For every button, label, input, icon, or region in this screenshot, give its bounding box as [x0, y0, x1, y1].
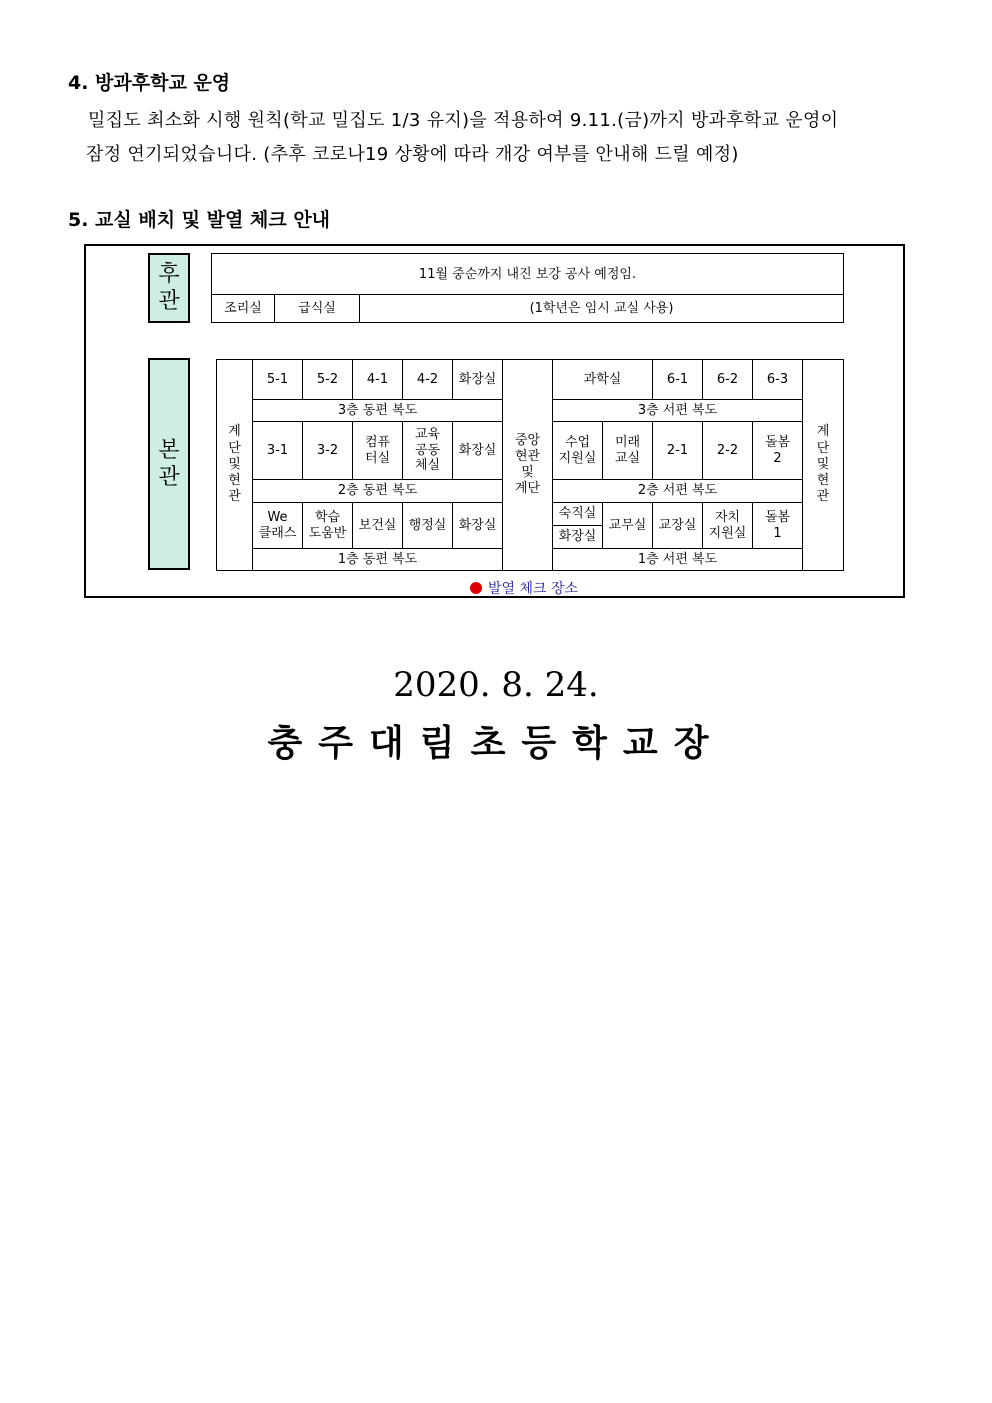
west-corridor-1f: 1층 서편 복도: [552, 548, 803, 571]
room-cell: 4-2: [402, 359, 453, 400]
room-cell: 숙직실: [552, 502, 603, 526]
section4-heading: 4. 방과후학교 운영: [68, 72, 231, 94]
east-corridor-2f: 2층 동편 복도: [252, 479, 503, 503]
room-cell: 돌봄 1: [752, 502, 803, 549]
room-cell: 2-2: [702, 421, 753, 480]
right-stair-entrance: 계 단 및 현 관: [802, 359, 844, 571]
east-corridor-1f: 1층 동편 복도: [252, 548, 503, 571]
room-cell: 6-3: [752, 359, 803, 400]
room-cell: 교육 공동 체실: [402, 421, 453, 480]
room-cell: 4-1: [352, 359, 403, 400]
restroom-cell: 화장실: [452, 359, 503, 400]
kitchen-room: 조리실: [211, 294, 275, 323]
rear-building-label: 후 관: [148, 253, 190, 323]
center-stair-entrance: 중앙 현관 및 계단: [502, 359, 553, 571]
legend: [470, 578, 578, 598]
room-cell: 6-1: [652, 359, 703, 400]
room-cell: 돌봄 2: [752, 421, 803, 480]
room-cell: 과학실: [552, 359, 653, 400]
room-cell: 미래 교실: [602, 421, 653, 480]
cafeteria-room: 급식실: [274, 294, 360, 323]
rear-temp-note: (1학년은 임시 교실 사용): [359, 294, 844, 323]
room-cell: 5-2: [302, 359, 353, 400]
restroom-cell: 화장실: [552, 525, 603, 549]
room-cell: 컴퓨 터실: [352, 421, 403, 480]
room-cell: 보건실: [352, 502, 403, 549]
section4-line2: 잠정 연기되었습니다. (추후 코로나19 상황에 따라 개강 여부를 안내해 드릴 예정): [86, 144, 739, 165]
rear-notice: 11월 중순까지 내진 보강 공사 예정임.: [211, 253, 844, 295]
room-cell: 행정실: [402, 502, 453, 549]
section5-heading: 5. 교실 배치 및 발열 체크 안내: [68, 209, 331, 231]
section4-line1: 밀집도 최소화 시행 원칙(학교 밀집도 1/3 유지)을 적용하여 9.11.(금)까지 방과후학교 운영이: [88, 110, 839, 131]
main-building-label: 본 관: [148, 358, 190, 570]
west-corridor-3f: 3층 서편 복도: [552, 399, 803, 422]
room-cell: 5-1: [252, 359, 303, 400]
room-cell: 6-2: [702, 359, 753, 400]
fever-check-dot-icon: [470, 582, 482, 594]
room-cell: We 클래스: [252, 502, 303, 549]
room-cell: 3-1: [252, 421, 303, 480]
east-corridor-3f: 3층 동편 복도: [252, 399, 503, 422]
restroom-cell: 화장실: [452, 502, 503, 549]
room-cell: 2-1: [652, 421, 703, 480]
room-cell: 교장실: [652, 502, 703, 549]
school-principal: 충주대림초등학교장: [267, 723, 725, 764]
room-cell: 자치 지원실: [702, 502, 753, 549]
room-cell: 수업 지원실: [552, 421, 603, 480]
room-cell: 교무실: [602, 502, 653, 549]
room-cell: 학습 도움반: [302, 502, 353, 549]
document-date: 2020. 8. 24.: [393, 665, 599, 705]
room-cell: 3-2: [302, 421, 353, 480]
west-corridor-2f: 2층 서편 복도: [552, 479, 803, 503]
restroom-cell: 화장실: [452, 421, 503, 480]
left-stair-entrance: 계 단 및 현 관: [216, 359, 253, 571]
legend-label: 발열 체크 장소: [488, 581, 579, 597]
